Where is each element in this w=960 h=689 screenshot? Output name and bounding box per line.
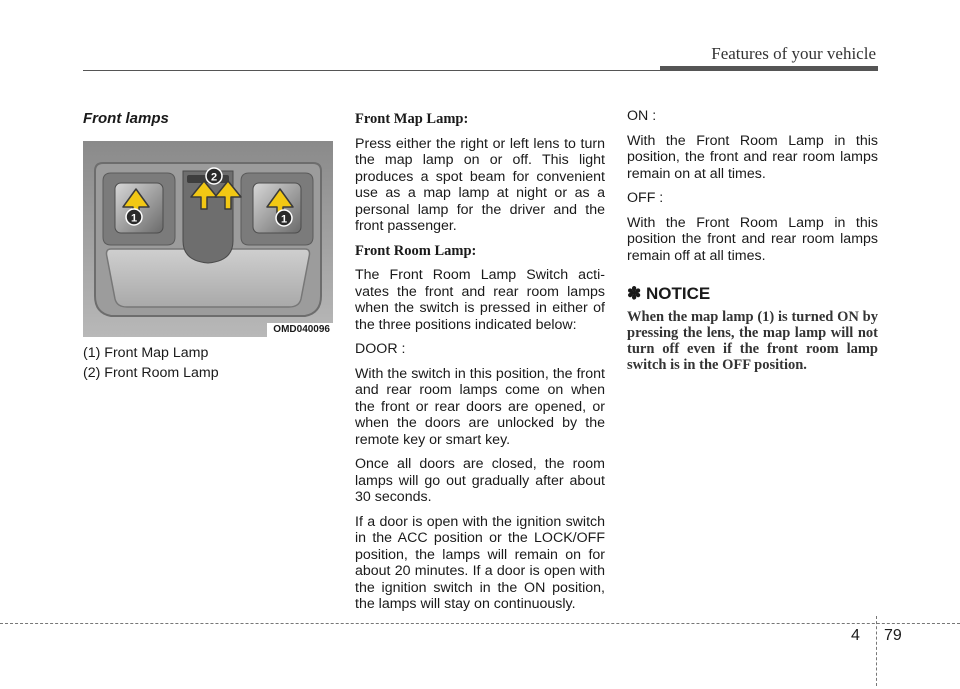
on-label: ON :: [627, 108, 657, 124]
door-text-3: If a door is open with the ignition switch in the ACC position or the LOCK/OFF position, the lamps will remain on for about 20 minutes. If a door is open with the ignition switch in the ON position, the lamps will stay on continuously.: [355, 513, 605, 612]
page-number: 79: [884, 627, 902, 644]
footer-divider: [0, 623, 960, 624]
notice-icon: ✽: [627, 284, 642, 303]
section-title: Front lamps: [83, 110, 169, 127]
notice-heading: [627, 286, 878, 303]
map-lamp-text: Press either the right or left lens to turn the map lamp on or off. This light produces a spot beam for convenient use as a map lamp at night or as a personal lamp for the driver and the front passenger.: [355, 135, 605, 234]
footer-page-divider: [876, 616, 877, 686]
map-lamp-heading: Front Map Lamp:: [355, 111, 469, 127]
svg-text:1: 1: [280, 213, 288, 225]
header-divider-accent: [660, 66, 878, 71]
front-lamps-figure: [83, 141, 333, 337]
column-3: [627, 108, 878, 381]
map-lamp-marker-left: [126, 209, 142, 225]
off-text: With the Front Room Lamp in this position the front and rear room lamps remain off at all times.: [627, 214, 878, 264]
notice-title: NOTICE: [645, 284, 711, 303]
room-lamp-heading: Front Room Lamp:: [355, 242, 477, 259]
notice-text: When the map lamp (1) is turned ON by pressing the lens, the map lamp will not turn off even if the front room lamp switch is in the OFF position.: [627, 308, 878, 373]
page-header-title: Features of your vehicle: [711, 44, 876, 63]
figure-code: OMD040096: [267, 323, 333, 337]
overhead-console-illustration: [83, 141, 333, 337]
svg-text:1: 1: [130, 212, 138, 224]
map-lamp-marker-right: [276, 210, 292, 226]
column-2: [355, 108, 605, 621]
svg-text:2: 2: [210, 171, 218, 183]
off-label: OFF :: [627, 190, 664, 206]
room-lamp-text: The Front Room Lamp Switch acti-vates the front and rear room lamps when the switch is pressed in either of the three positions indicated below:: [355, 267, 605, 333]
door-text-1: With the switch in this position, the front and rear room lamps come on when the front or rear doors are opened, or when the doors are unlocked by the remote key or smart key.: [355, 365, 605, 448]
chapter-number: 4: [851, 627, 860, 644]
room-lamp-marker: [206, 168, 222, 184]
on-text: With the Front Room Lamp in this position, the front and rear room lamps remain on at all times.: [627, 132, 878, 182]
door-label: DOOR :: [355, 341, 406, 357]
caption-front-room-lamp: (2) Front Room Lamp: [83, 365, 219, 381]
column-1: [83, 108, 333, 386]
door-text-2: Once all doors are closed, the room lamps will go out gradually after about 30 seconds.: [355, 456, 605, 505]
caption-front-map-lamp: (1) Front Map Lamp: [83, 344, 209, 361]
